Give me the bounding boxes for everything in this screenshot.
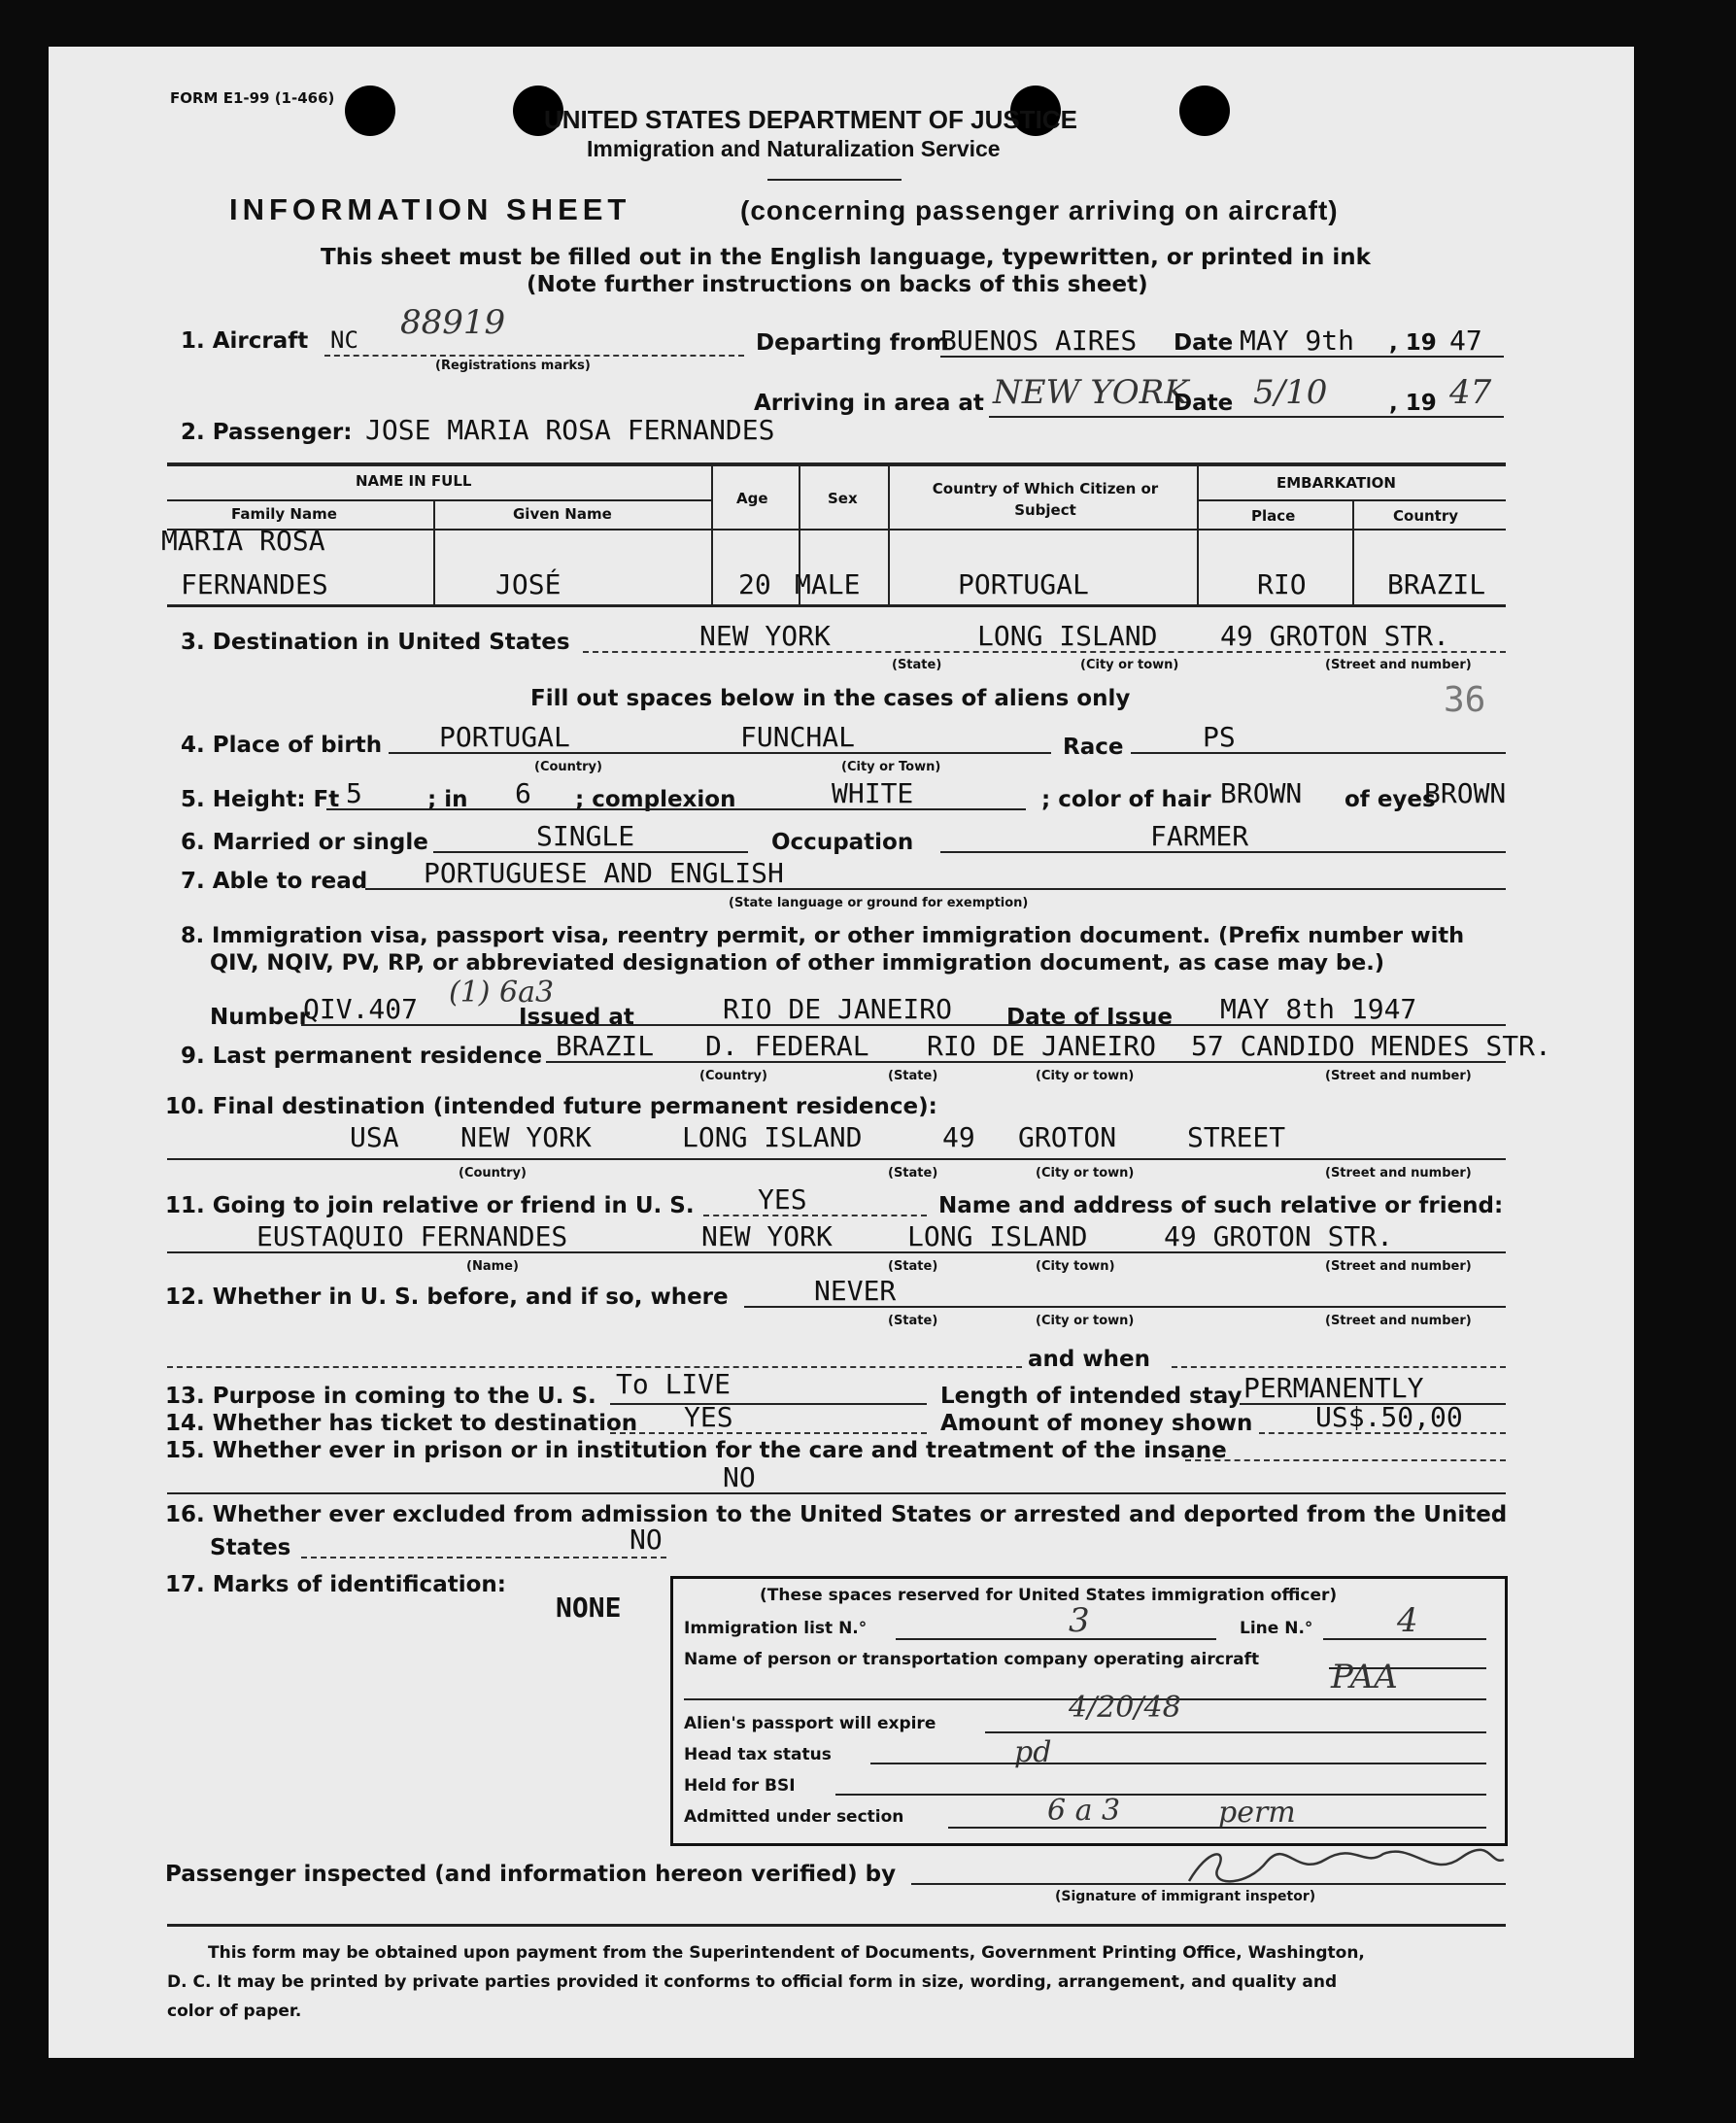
- prison-label: 15. Whether ever in prison or in institution for the care and treatment of the insane: [165, 1438, 1227, 1463]
- married-line: [433, 851, 748, 853]
- stay-value: PERMANENTLY: [1243, 1372, 1424, 1404]
- line-n-label: Line N.°: [1240, 1619, 1313, 1638]
- race-line: [1131, 752, 1506, 754]
- dest-street-caption: (Street and number): [1325, 658, 1472, 672]
- company-label: Name of person or transportation company operating aircraft: [684, 1650, 1260, 1669]
- hair-value: BROWN: [1220, 777, 1303, 809]
- reserved-caption: (These spaces reserved for United States immigration officer): [760, 1586, 1338, 1605]
- eyes-value: BROWN: [1424, 777, 1507, 809]
- family-name-2: FERNANDES: [181, 568, 328, 600]
- friend-street-caption: (Street and number): [1325, 1259, 1472, 1274]
- complexion-value: WHITE: [832, 777, 914, 809]
- dest-city-caption: (City or town): [1080, 658, 1179, 672]
- issued-at-label: Issued at: [519, 1005, 634, 1030]
- residence-line: [546, 1061, 1506, 1063]
- complexion-label: ; complexion: [575, 787, 736, 812]
- place-header: Place: [1251, 507, 1296, 525]
- final-country-caption: (Country): [459, 1166, 527, 1181]
- held-bsi-line: [835, 1794, 1486, 1796]
- res-country-value: BRAZIL: [556, 1030, 655, 1062]
- arriving-year-label: , 19: [1389, 391, 1437, 416]
- arriving-at-value: NEW YORK: [993, 373, 1189, 412]
- money-line: [1259, 1432, 1506, 1434]
- destination-line: [583, 651, 1506, 653]
- footer-line-2: D. C. It may be printed by private parties provided it conforms to official form in size, wording, arrangement, and quality and: [167, 1972, 1338, 1992]
- admitted-value: 6 a 3: [1047, 1794, 1121, 1828]
- aircraft-prefix: NC: [330, 326, 358, 354]
- height-line: [326, 808, 1026, 810]
- embark-place-value: RIO: [1257, 568, 1307, 600]
- family-name-header: Family Name: [231, 505, 337, 523]
- passport-expire-value: 4/20/48: [1069, 1691, 1181, 1725]
- citizen-header: Country of Which Citizen or Subject: [932, 480, 1159, 519]
- marks-value: NONE: [556, 1592, 622, 1624]
- admitted-line: [948, 1827, 1486, 1829]
- departing-year-value: 47: [1449, 325, 1482, 357]
- punch-hole-1: [345, 86, 395, 136]
- issue-date-value: MAY 8th 1947: [1220, 993, 1417, 1025]
- instruction-line-1: This sheet must be filled out in the English language, typewritten, or printed in ink: [321, 245, 1371, 270]
- final-city-value: LONG ISLAND: [682, 1121, 863, 1153]
- height-in-label: ; in: [427, 787, 468, 812]
- table-col-4: [888, 464, 890, 604]
- prison-line-2: [167, 1492, 1506, 1494]
- embark-country-value: BRAZIL: [1387, 568, 1486, 600]
- arriving-line: [989, 416, 1504, 418]
- destination-label: 3. Destination in United States: [181, 630, 570, 655]
- table-bottom-rule: [167, 604, 1506, 607]
- final-state-value: NEW YORK: [460, 1121, 592, 1153]
- join-line: [703, 1215, 927, 1216]
- departing-date-label: Date: [1174, 330, 1234, 356]
- race-value: PS: [1203, 721, 1236, 753]
- departing-line: [940, 356, 1504, 358]
- punch-hole-4: [1179, 86, 1230, 136]
- passenger-value: JOSE MARIA ROSA FERNANDES: [365, 414, 775, 446]
- arriving-date-label: Date: [1174, 391, 1234, 416]
- birth-city-caption: (City or Town): [841, 760, 941, 774]
- dest-city-value: LONG ISLAND: [977, 620, 1158, 652]
- friend-state-value: NEW YORK: [701, 1220, 833, 1252]
- held-bsi-label: Held for BSI: [684, 1776, 796, 1796]
- able-to-read-label: 7. Able to read: [181, 869, 368, 894]
- departing-year-label: , 19: [1389, 330, 1437, 356]
- read-line: [365, 888, 1506, 890]
- dest-street-value: 49 GROTON STR.: [1220, 620, 1450, 652]
- friend-city-caption: (City town): [1036, 1259, 1115, 1274]
- friend-name-caption: (Name): [466, 1259, 519, 1274]
- hair-label: ; color of hair: [1041, 787, 1211, 812]
- doc-line: [301, 1024, 1506, 1026]
- before-us-label: 12. Whether in U. S. before, and if so, where: [165, 1284, 729, 1310]
- footer-rule: [167, 1924, 1506, 1927]
- and-when-line-1: [167, 1366, 1022, 1368]
- friend-name-value: EUSTAQUIO FERNANDES: [256, 1220, 568, 1252]
- occupation-label: Occupation: [771, 830, 914, 855]
- imm-list-label: Immigration list N.°: [684, 1619, 868, 1638]
- inspector-line: [911, 1883, 1506, 1885]
- res-street-value: 57 CANDIDO MENDES STR.: [1191, 1030, 1551, 1062]
- name-in-full-header: NAME IN FULL: [356, 472, 472, 490]
- read-value: PORTUGUESE AND ENGLISH: [424, 857, 784, 889]
- res-state-value: D. FEDERAL: [705, 1030, 869, 1062]
- race-label: Race: [1063, 735, 1124, 760]
- money-label: Amount of money shown: [940, 1411, 1253, 1436]
- immigration-doc-label-2: QIV, NQIV, PV, RP, or abbreviated designation of other immigration document, as case may be.): [210, 950, 1385, 976]
- table-header-rule-2: [1197, 499, 1506, 501]
- form-id: FORM E1-99 (1-466): [170, 89, 335, 107]
- friend-state-caption: (State): [888, 1259, 938, 1274]
- ticket-value: YES: [684, 1401, 733, 1433]
- length-stay-label: Length of intended stay: [940, 1384, 1242, 1409]
- immigration-doc-label-1: 8. Immigration visa, passport visa, reentry permit, or other immigration document. (Prefix number with: [181, 923, 1465, 948]
- res-street-caption: (Street and number): [1325, 1069, 1472, 1083]
- admitted-label: Admitted under section: [684, 1807, 904, 1827]
- prison-line-1: [1185, 1459, 1506, 1461]
- going-to-join-label: 11. Going to join relative or friend in U. S.: [165, 1193, 695, 1218]
- birth-line: [389, 752, 1051, 754]
- header-rule: [767, 179, 902, 181]
- page-subtitle: (concerning passenger arriving on aircraft): [740, 195, 1339, 225]
- departing-from-value: BUENOS AIRES: [940, 325, 1138, 357]
- issued-at-value: RIO DE JANEIRO: [723, 993, 953, 1025]
- aliens-only-label: Fill out spaces below in the cases of aliens only: [530, 686, 1131, 711]
- excluded-value: NO: [630, 1524, 663, 1556]
- and-when-line-2: [1172, 1366, 1506, 1368]
- purpose-line: [610, 1403, 927, 1405]
- place-of-birth-label: 4. Place of birth: [181, 733, 383, 758]
- sex-header: Sex: [828, 490, 858, 507]
- head-tax-line: [870, 1763, 1486, 1764]
- final-destination-label: 10. Final destination (intended future permanent residence):: [165, 1094, 937, 1119]
- final-street-caption: (Street and number): [1325, 1166, 1472, 1181]
- aircraft-number: 88919: [400, 303, 506, 342]
- excluded-line: [301, 1557, 666, 1558]
- table-col-5: [1197, 464, 1199, 604]
- birth-country-caption: (Country): [534, 760, 602, 774]
- table-col-2: [711, 464, 713, 604]
- number-label: Number: [210, 1005, 310, 1030]
- table-col-6: [1352, 499, 1354, 604]
- res-state-caption: (State): [888, 1069, 938, 1083]
- aircraft-line: [324, 355, 744, 357]
- res-country-caption: (Country): [699, 1069, 767, 1083]
- aliens-margin-number: 36: [1444, 680, 1486, 720]
- footer-line-1: This form may be obtained upon payment from the Superintendent of Documents, Government Printing Office, Washington,: [208, 1943, 1365, 1963]
- final-number-value: 49: [942, 1121, 975, 1153]
- imm-list-value: 3: [1069, 1601, 1090, 1640]
- money-value: US$.50,00: [1315, 1401, 1463, 1433]
- table-header-bottom: [167, 529, 1506, 531]
- table-col-1: [433, 499, 435, 604]
- registration-caption: (Registrations marks): [435, 359, 591, 373]
- service-name: Immigration and Naturalization Service: [587, 136, 1001, 161]
- excluded-label-2: States: [210, 1535, 291, 1560]
- occupation-value: FARMER: [1150, 820, 1249, 852]
- height-ft-value: 5: [346, 777, 362, 809]
- doc-number-value: QIV.407: [303, 993, 419, 1025]
- inspected-label: Passenger inspected (and information hereon verified) by: [165, 1862, 897, 1887]
- before-us-line: [744, 1306, 1506, 1308]
- page-title: INFORMATION SHEET: [229, 192, 631, 226]
- height-label: 5. Height: Ft: [181, 787, 340, 812]
- before-street-caption: (Street and number): [1325, 1314, 1472, 1328]
- birth-country-value: PORTUGAL: [439, 721, 570, 753]
- purpose-label: 13. Purpose in coming to the U. S.: [165, 1384, 596, 1409]
- final-street-value: GROTON: [1018, 1121, 1117, 1153]
- embarkation-header: EMBARKATION: [1276, 474, 1396, 492]
- excluded-label-1: 16. Whether ever excluded from admission to the United States or arrested and deported from the United: [165, 1502, 1508, 1527]
- country-header: Country: [1393, 507, 1459, 525]
- married-value: SINGLE: [536, 820, 635, 852]
- table-header-rule: [167, 499, 711, 501]
- table-top-rule: [167, 462, 1506, 466]
- head-tax-label: Head tax status: [684, 1745, 832, 1764]
- final-street2-value: STREET: [1187, 1121, 1286, 1153]
- arriving-date-value: 5/10: [1253, 373, 1328, 412]
- department-name: UNITED STATES DEPARTMENT OF JUSTICE: [544, 105, 1077, 134]
- admitted-extra-value: perm: [1218, 1796, 1296, 1830]
- line-n-value: 4: [1397, 1601, 1418, 1640]
- before-us-value: NEVER: [814, 1275, 897, 1307]
- ticket-label: 14. Whether has ticket to destination: [165, 1411, 638, 1436]
- and-when-label: and when: [1028, 1347, 1150, 1372]
- final-country-value: USA: [350, 1121, 399, 1153]
- before-state-caption: (State): [888, 1314, 938, 1328]
- passport-expire-label: Alien's passport will expire: [684, 1714, 936, 1733]
- family-name-1: MARIA ROSA: [161, 525, 325, 557]
- arriving-label: Arriving in area at: [754, 391, 984, 416]
- res-city-caption: (City or town): [1036, 1069, 1135, 1083]
- occupation-line: [940, 851, 1506, 853]
- given-name-header: Given Name: [513, 505, 612, 523]
- head-tax-value: pd: [1014, 1735, 1052, 1769]
- before-city-caption: (City or town): [1036, 1314, 1135, 1328]
- doc-number-hand: (1) 6a3: [449, 976, 555, 1010]
- dest-state-value: NEW YORK: [699, 620, 831, 652]
- married-label: 6. Married or single: [181, 830, 428, 855]
- departing-date-value: MAY 9th: [1240, 325, 1355, 357]
- join-value: YES: [758, 1183, 807, 1216]
- given-name-value: JOSÉ: [495, 568, 562, 600]
- passport-line: [985, 1731, 1486, 1733]
- birth-city-value: FUNCHAL: [740, 721, 856, 753]
- instruction-line-2: (Note further instructions on backs of this sheet): [527, 272, 1148, 297]
- company-value: PAA: [1331, 1658, 1398, 1696]
- eyes-label: of eyes: [1345, 787, 1436, 812]
- friend-street-value: 49 GROTON STR.: [1164, 1220, 1394, 1252]
- imm-list-line: [896, 1638, 1216, 1640]
- prison-value: NO: [723, 1461, 756, 1493]
- arriving-year-value: 47: [1449, 373, 1492, 412]
- language-caption: (State language or ground for exemption): [729, 896, 1029, 910]
- friend-line: [167, 1251, 1506, 1253]
- dest-state-caption: (State): [892, 658, 942, 672]
- name-address-label: Name and address of such relative or friend:: [938, 1193, 1504, 1218]
- aircraft-label: 1. Aircraft: [181, 328, 309, 354]
- final-city-caption: (City or town): [1036, 1166, 1135, 1181]
- friend-city-value: LONG ISLAND: [907, 1220, 1088, 1252]
- line-n-line: [1323, 1638, 1486, 1640]
- res-city-value: RIO DE JANEIRO: [927, 1030, 1157, 1062]
- signature-caption: (Signature of immigrant inspetor): [1055, 1889, 1316, 1904]
- last-residence-label: 9. Last permanent residence: [181, 1044, 543, 1069]
- age-value: 20: [738, 568, 771, 600]
- purpose-value: To LIVE: [616, 1368, 732, 1400]
- citizen-value: PORTUGAL: [958, 568, 1089, 600]
- final-line: [167, 1158, 1506, 1160]
- sex-value: MALE: [795, 568, 861, 600]
- footer-line-3: color of paper.: [167, 2002, 302, 2021]
- age-header: Age: [736, 490, 768, 507]
- ticket-line: [610, 1432, 927, 1434]
- height-in-value: 6: [515, 777, 531, 809]
- departing-label: Departing from: [756, 330, 949, 356]
- marks-label: 17. Marks of identification:: [165, 1572, 506, 1597]
- final-state-caption: (State): [888, 1166, 938, 1181]
- passenger-label: 2. Passenger:: [181, 420, 353, 445]
- date-of-issue-label: Date of Issue: [1006, 1005, 1173, 1030]
